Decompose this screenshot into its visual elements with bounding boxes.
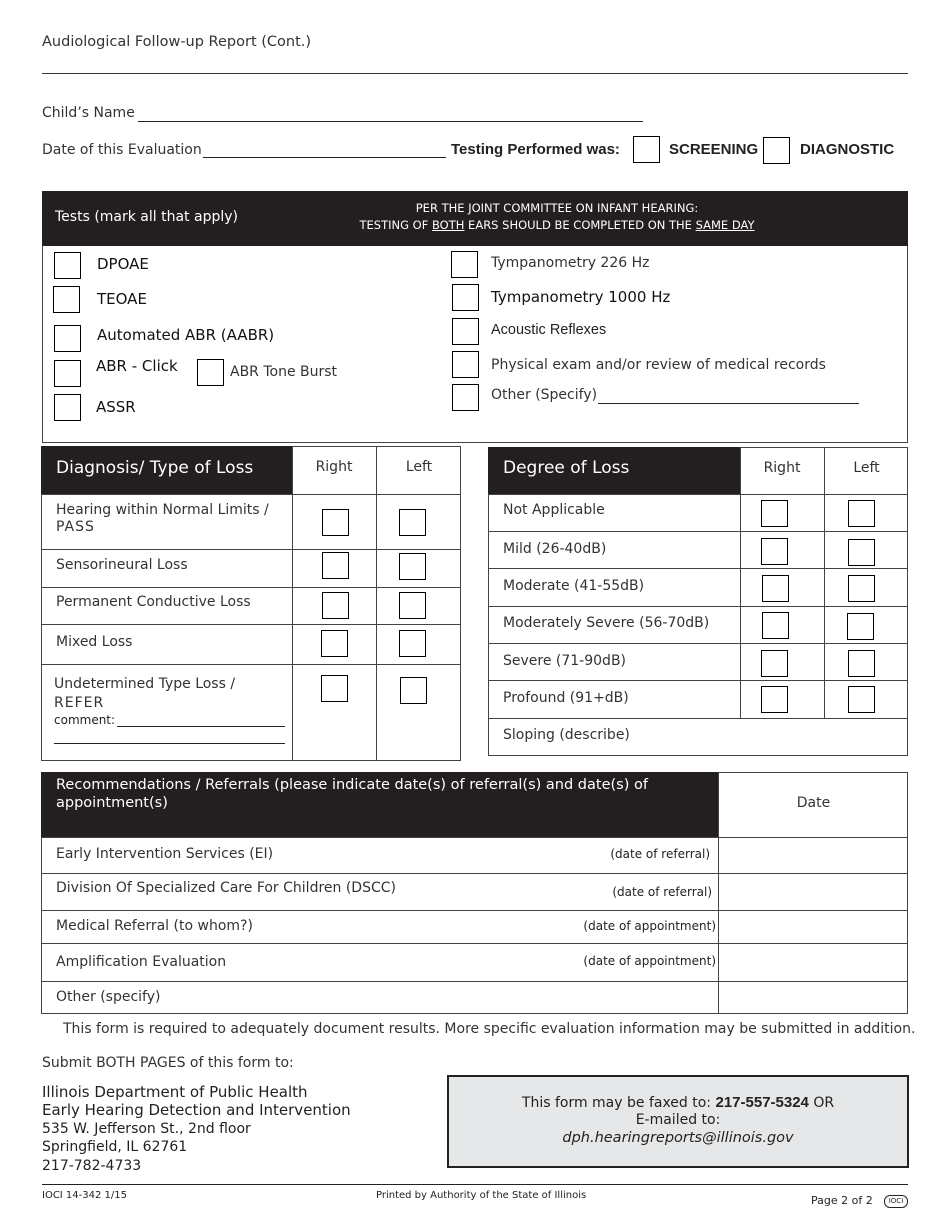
diagnosis-row-line	[41, 624, 461, 625]
child-name-field[interactable]	[138, 121, 643, 122]
severe-label: Severe (71-90dB)	[503, 653, 627, 669]
diagnosis-row-line	[41, 549, 461, 550]
moderate-label: Moderate (41-55dB)	[503, 578, 645, 594]
diagnosis-row-line	[41, 587, 461, 588]
degree-row-line	[488, 494, 908, 495]
other-test-label: Other (Specify)	[491, 387, 598, 403]
medical-referral-date-field[interactable]	[719, 911, 908, 943]
physical-exam-checkbox[interactable]	[452, 351, 479, 378]
abr-tone-burst-checkbox[interactable]	[197, 359, 224, 386]
page-title: Audiological Follow-up Report (Cont.)	[42, 34, 312, 50]
acoustic-reflexes-checkbox[interactable]	[452, 318, 479, 345]
profound-right-checkbox[interactable]	[761, 686, 788, 713]
other-test-checkbox[interactable]	[452, 384, 479, 411]
degree-row-line	[488, 531, 908, 532]
mailing-address	[42, 1083, 351, 1175]
child-name-label: Child’s Name	[42, 105, 135, 121]
notice-mid: EARS SHOULD BE COMPLETED ON THE	[464, 218, 696, 232]
dscc-note: (date of referral)	[612, 885, 712, 899]
refer-label: REFER	[54, 695, 105, 711]
tests-header-title: Tests (mark all that apply)	[55, 209, 238, 225]
teoae-checkbox[interactable]	[53, 286, 80, 313]
address-line: Early Hearing Detection and Intervention	[42, 1101, 351, 1120]
email-label: E-mailed to:	[635, 1112, 721, 1128]
comment-field-line1[interactable]	[117, 726, 285, 727]
diagnosis-header-title: Diagnosis/ Type of Loss	[56, 458, 254, 478]
assr-checkbox[interactable]	[54, 394, 81, 421]
undetermined-left-checkbox[interactable]	[400, 677, 427, 704]
tymp-226-label: Tympanometry 226 Hz	[491, 255, 650, 271]
mild-right-checkbox[interactable]	[761, 538, 788, 565]
union-bug-logo: IOCI	[884, 1195, 908, 1208]
recommendations-header-title: Recommendations / Referrals (please indicate date(s) of referral(s) and date(s) of appointment(s)	[56, 777, 648, 811]
undetermined-right-checkbox[interactable]	[321, 675, 348, 702]
degree-col-divider-1	[740, 447, 741, 718]
tests-header	[42, 191, 908, 246]
aabr-checkbox[interactable]	[54, 325, 81, 352]
evaluation-date-field[interactable]	[203, 157, 446, 158]
address-line: 217-782-4733	[42, 1157, 142, 1174]
degree-header-title: Degree of Loss	[503, 458, 630, 478]
form-id: IOCI 14-342 1/15	[42, 1190, 127, 1201]
diagnosis-row-line	[41, 494, 461, 495]
amplification-date-field[interactable]	[719, 944, 908, 981]
address-line: Springfield, IL 62761	[42, 1139, 188, 1156]
diagnosis-left-header: Left	[405, 459, 433, 475]
sensorineural-right-checkbox[interactable]	[322, 552, 349, 579]
normal-left-checkbox[interactable]	[399, 509, 426, 536]
diagnostic-checkbox[interactable]	[763, 137, 790, 164]
fax-or: OR	[808, 1095, 835, 1111]
moderate-right-checkbox[interactable]	[762, 575, 789, 602]
recommendations-date-header: Date	[796, 795, 831, 811]
screening-label: SCREENING	[669, 141, 759, 158]
profound-label: Profound (91+dB)	[503, 690, 629, 706]
normal-limits-label: Hearing within Normal Limits /	[56, 502, 269, 518]
pass-label: PASS	[56, 519, 95, 535]
mild-label: Mild (26-40dB)	[503, 541, 607, 557]
early-intervention-note: (date of referral)	[610, 847, 710, 861]
teoae-label: TEOAE	[97, 290, 147, 308]
sensorineural-left-checkbox[interactable]	[399, 553, 426, 580]
mild-left-checkbox[interactable]	[848, 539, 875, 566]
abr-click-label: ABR - Click	[96, 357, 178, 375]
jcih-notice-line1: PER THE JOINT COMMITTEE ON INFANT HEARING:	[415, 201, 699, 215]
diagnostic-label: DIAGNOSTIC	[800, 141, 895, 158]
screening-checkbox[interactable]	[633, 136, 660, 163]
fax-email-box	[447, 1075, 909, 1168]
dscc-label: Division Of Specialized Care For Children (DSCC)	[56, 880, 396, 896]
acoustic-reflexes-label: Acoustic Reflexes	[491, 322, 607, 338]
physical-exam-label: Physical exam and/or review of medical records	[491, 357, 826, 373]
notice-both: BOTH	[431, 218, 465, 232]
fax-prefix: This form may be faxed to:	[521, 1095, 716, 1111]
degree-left-header: Left	[853, 460, 880, 476]
not-applicable-right-checkbox[interactable]	[761, 500, 788, 527]
tymp-1000-label: Tympanometry 1000 Hz	[491, 288, 671, 306]
address-line: Illinois Department of Public Health	[42, 1083, 308, 1101]
jcih-notice-line2	[332, 218, 782, 232]
required-note: This form is required to adequately document results. More specific evaluation information may be submitted in addition.	[63, 1021, 916, 1037]
footer-divider	[42, 1184, 908, 1185]
address-line: 535 W. Jefferson St., 2nd floor	[42, 1120, 251, 1137]
diagnosis-row-line	[41, 664, 461, 665]
degree-col-divider-2	[824, 447, 825, 718]
comment-field-line2[interactable]	[54, 743, 285, 744]
notice-prefix: TESTING OF	[359, 218, 432, 232]
profound-left-checkbox[interactable]	[848, 686, 875, 713]
conductive-left-checkbox[interactable]	[399, 592, 426, 619]
mixed-right-checkbox[interactable]	[321, 630, 348, 657]
moderately-severe-right-checkbox[interactable]	[762, 612, 789, 639]
recommendations-header	[41, 772, 718, 837]
severe-left-checkbox[interactable]	[848, 650, 875, 677]
early-intervention-label: Early Intervention Services (EI)	[56, 846, 274, 862]
abr-tone-burst-label: ABR Tone Burst	[230, 364, 338, 380]
evaluation-date-label: Date of this Evaluation	[42, 142, 202, 158]
dpoae-label: DPOAE	[97, 255, 149, 273]
sensorineural-label: Sensorineural Loss	[56, 557, 188, 573]
other-test-specify-field[interactable]	[598, 403, 859, 404]
amplification-label: Amplification Evaluation	[56, 954, 227, 970]
page-number: Page 2 of 2	[811, 1194, 873, 1207]
moderate-left-checkbox[interactable]	[848, 575, 875, 602]
aabr-label: Automated ABR (AABR)	[97, 326, 275, 344]
sloping-label: Sloping (describe)	[503, 727, 630, 743]
degree-row-line	[488, 606, 908, 607]
medical-referral-label: Medical Referral (to whom?)	[56, 918, 253, 934]
early-intervention-date-field[interactable]	[719, 838, 908, 873]
diagnosis-right-header: Right	[315, 459, 353, 475]
comment-label: comment:	[54, 713, 116, 727]
amplification-note: (date of appointment)	[583, 954, 716, 968]
degree-right-header: Right	[763, 460, 801, 476]
not-applicable-label: Not Applicable	[503, 502, 605, 518]
degree-row-line	[488, 568, 908, 569]
tymp-1000-checkbox[interactable]	[452, 284, 479, 311]
severe-right-checkbox[interactable]	[761, 650, 788, 677]
fax-number: 217-557-5324	[715, 1094, 809, 1111]
diagnosis-header	[41, 446, 292, 494]
abr-click-checkbox[interactable]	[54, 360, 81, 387]
tymp-226-checkbox[interactable]	[451, 251, 478, 278]
not-applicable-left-checkbox[interactable]	[848, 500, 875, 527]
other-recommendation-label: Other (specify)	[56, 989, 161, 1005]
other-recommendation-date-field[interactable]	[719, 982, 908, 1014]
mixed-left-checkbox[interactable]	[399, 630, 426, 657]
degree-row-line	[488, 680, 908, 681]
mixed-loss-label: Mixed Loss	[56, 634, 133, 650]
moderately-severe-label: Moderately Severe (56-70dB)	[503, 615, 710, 631]
fax-line	[449, 1094, 907, 1111]
moderately-severe-left-checkbox[interactable]	[847, 613, 874, 640]
degree-header	[488, 447, 740, 494]
notice-same-day: SAME DAY	[695, 218, 755, 232]
medical-referral-note: (date of appointment)	[583, 919, 716, 933]
normal-right-checkbox[interactable]	[322, 509, 349, 536]
degree-row-line	[488, 718, 908, 719]
conductive-label: Permanent Conductive Loss	[56, 594, 251, 610]
conductive-right-checkbox[interactable]	[322, 592, 349, 619]
submit-instructions: Submit BOTH PAGES of this form to:	[42, 1055, 294, 1071]
printed-by: Printed by Authority of the State of Illinois	[376, 1190, 587, 1201]
degree-row-line	[488, 643, 908, 644]
email-address[interactable]: dph.hearingreports@illinois.gov	[562, 1130, 794, 1146]
dscc-date-field[interactable]	[719, 874, 908, 910]
testing-performed-label: Testing Performed was:	[451, 141, 620, 158]
dpoae-checkbox[interactable]	[54, 252, 81, 279]
undetermined-label: Undetermined Type Loss /	[54, 676, 236, 692]
header-divider	[42, 73, 908, 74]
assr-label: ASSR	[96, 398, 136, 416]
